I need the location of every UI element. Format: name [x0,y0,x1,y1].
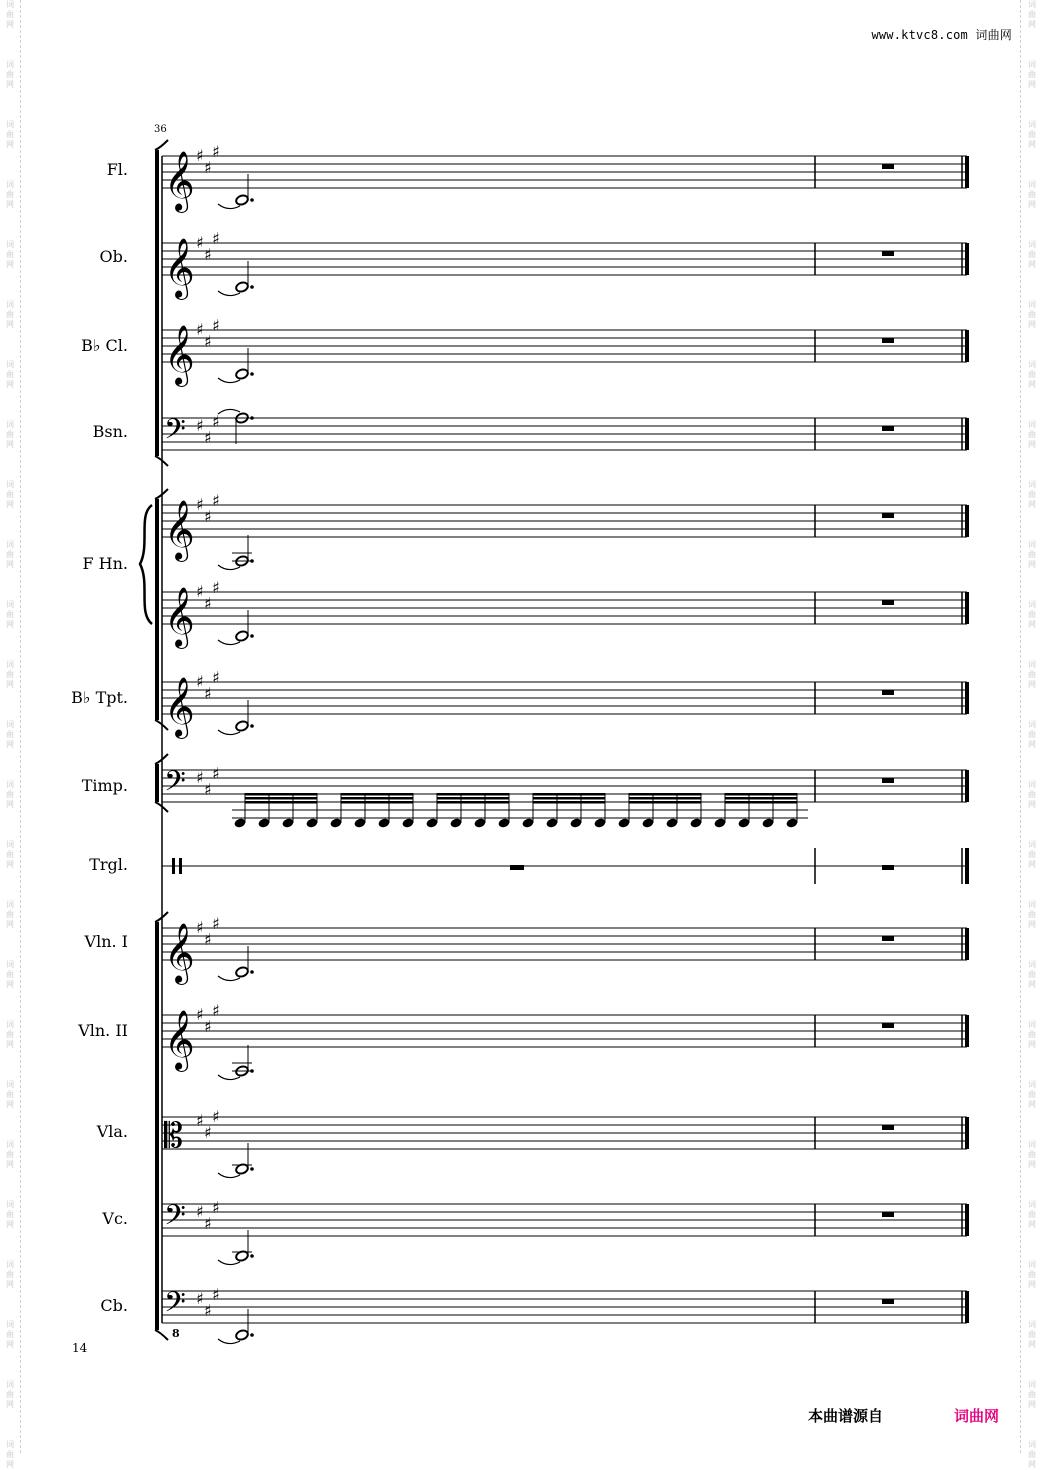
sharp-icon: ♯ [212,316,220,335]
whole-rest [882,338,894,343]
watermark-mark: 词 曲 网 [6,120,14,149]
instrument-label-violin-1: Vln. I [84,932,128,951]
watermark-mark: 词 曲 网 [1028,300,1036,329]
treble-clef-icon: 𝄞 [164,677,195,737]
whole-rest [882,426,894,431]
watermark-mark: 词 曲 网 [6,840,14,869]
sharp-icon: ♯ [212,914,220,933]
beam [341,801,413,804]
watermark-mark: 词 曲 网 [1028,180,1036,209]
treble-clef-icon: 𝄞 [164,151,195,211]
beam [725,801,797,804]
sharp-icon: ♯ [204,780,212,799]
final-barline-thick [965,1204,969,1236]
sharp-icon: ♯ [204,594,212,613]
watermark-mark: 词 曲 网 [6,900,14,929]
final-barline-thick [965,770,969,802]
sharp-icon: ♯ [212,1285,220,1304]
watermark-mark: 词 曲 网 [6,600,14,629]
watermark-mark: 词 曲 网 [6,60,14,89]
sharp-icon: ♯ [196,918,204,937]
watermark-mark: 词 曲 网 [6,300,14,329]
augmentation-dot [250,1254,254,1258]
bass-clef-icon: 𝄢 [164,413,186,453]
watermark-mark: 词 曲 网 [1028,120,1036,149]
watermark-mark: 词 曲 网 [6,720,14,749]
watermark-mark: 词 曲 网 [6,1200,14,1229]
sharp-icon: ♯ [196,320,204,339]
group-bracket [155,150,159,456]
watermark-mark: 词 曲 网 [6,480,14,509]
beam [245,797,317,800]
treble-clef-icon: 𝄞 [164,587,195,647]
augmentation-dot [250,416,254,420]
tie-arc [218,378,240,383]
sharp-icon: ♯ [204,1301,212,1320]
sharp-icon: ♯ [212,578,220,597]
sharp-icon: ♯ [196,1289,204,1308]
half-note-head [235,630,249,642]
watermark-mark: 词 曲 网 [6,1080,14,1109]
treble-clef-icon: 𝄞 [164,1010,195,1070]
group-bracket [155,922,159,1330]
watermark-mark: 词 曲 网 [1028,600,1036,629]
bass-clef-icon: 𝄢 [164,765,186,805]
watermark-mark: 词 曲 网 [6,660,14,689]
half-note-head [235,720,249,732]
sharp-icon: ♯ [196,582,204,601]
whole-rest [882,600,894,605]
treble-clef-icon: 𝄞 [164,923,195,983]
watermark-mark: 词 曲 网 [6,1020,14,1049]
augmentation-dot [250,559,254,563]
tie-arc [218,565,240,570]
page-number: 14 [72,1341,88,1355]
bracket-hook [155,1330,168,1340]
watermark-mark: 词 曲 网 [1028,540,1036,569]
whole-rest [882,778,894,783]
watermark-mark: 词 曲 网 [1028,1320,1036,1349]
whole-rest [882,513,894,518]
sharp-icon: ♯ [212,668,220,687]
sharp-icon: ♯ [196,672,204,691]
half-note-head [235,1329,249,1341]
beam [725,797,797,800]
final-barline-thick [965,682,969,714]
sharp-icon: ♯ [212,1001,220,1020]
beam [533,793,605,796]
sharp-icon: ♯ [196,1005,204,1024]
tie-arc [218,291,240,296]
sharp-icon: ♯ [196,1202,204,1221]
sharp-icon: ♯ [204,1214,212,1233]
tie-arc [218,1075,240,1080]
watermark-mark: 词 曲 网 [6,1260,14,1289]
beam [629,797,701,800]
sharp-icon: ♯ [212,1198,220,1217]
tie-arc [218,1173,240,1178]
final-barline-thick [965,848,969,884]
watermark-mark: 词 曲 网 [1028,1200,1036,1229]
sharp-icon: ♯ [196,233,204,252]
whole-rest [882,865,894,870]
augmentation-dot [250,1167,254,1171]
percussion-clef [179,858,182,874]
sharp-icon: ♯ [196,416,204,435]
beam [245,801,317,804]
watermark-mark: 词 曲 网 [6,780,14,809]
beam [341,793,413,796]
final-barline-thick [965,330,969,362]
group-bracket [155,499,159,720]
sharp-icon: ♯ [204,428,212,447]
octave-mark: 8 [172,1327,180,1340]
final-barline-thick [965,592,969,624]
half-note-head [235,368,249,380]
watermark-mark: 词 曲 网 [1028,1080,1036,1109]
instrument-label-contrabass: Cb. [100,1296,128,1315]
watermark-mark: 词 曲 网 [1028,720,1036,749]
watermark-mark: 词 曲 网 [6,1320,14,1349]
watermark-mark: 词 曲 网 [1028,900,1036,929]
tie-arc [218,204,240,209]
watermark-mark: 词 曲 网 [1028,60,1036,89]
watermark-mark: 词 曲 网 [6,960,14,989]
sharp-icon: ♯ [204,1017,212,1036]
beam [629,793,701,796]
instrument-label-clarinet: B♭ Cl. [81,336,128,355]
instrument-label-triangle: Trgl. [89,855,128,874]
measure-number: 36 [154,124,167,135]
final-barline-thick [965,418,969,450]
watermark-mark: 词 曲 网 [6,1380,14,1409]
sharp-icon: ♯ [196,768,204,787]
final-barline-thick [965,243,969,275]
alto-clef-icon: 𝄡 [164,1116,183,1156]
beam [533,797,605,800]
beam [341,797,413,800]
final-barline-thick [965,156,969,188]
footer-site-name[interactable]: 词曲网 [954,1407,1000,1425]
watermark-mark: 词 曲 网 [1028,1380,1036,1409]
instrument-label-cello: Vc. [102,1209,128,1228]
augmentation-dot [250,198,254,202]
beam [629,801,701,804]
tie-arc [218,1339,240,1344]
beam [437,797,509,800]
watermark-mark: 词 曲 网 [1028,480,1036,509]
watermark-mark: 词 曲 网 [1028,960,1036,989]
sharp-icon: ♯ [212,229,220,248]
whole-rest [882,251,894,256]
final-barline-thick [965,505,969,537]
sharp-icon: ♯ [204,507,212,526]
watermark-mark: 词 曲 网 [1028,240,1036,269]
half-note-head [235,281,249,293]
sharp-icon: ♯ [204,245,212,264]
beam [533,801,605,804]
sharp-icon: ♯ [196,1111,204,1130]
instrument-label-flute: Fl. [106,160,128,179]
multi-measure-rest [510,865,524,870]
tie-arc [218,409,240,414]
sharp-icon: ♯ [212,491,220,510]
group-bracket [155,764,159,802]
beam [245,793,317,796]
horn-brace [140,505,152,624]
sharp-icon: ♯ [212,1107,220,1126]
site-header[interactable]: www.ktvc8.com 词曲网 [871,28,1012,42]
footer-source-label: 本曲谱源自 [808,1407,884,1425]
sharp-icon: ♯ [196,146,204,165]
sharp-icon: ♯ [212,412,220,431]
watermark-mark: 词 曲 网 [6,360,14,389]
augmentation-dot [250,634,254,638]
bracket-hook [155,140,168,150]
watermark-mark: 词 曲 网 [1028,0,1036,29]
treble-clef-icon: 𝄞 [164,500,195,560]
sharp-icon: ♯ [204,684,212,703]
instrument-label-bassoon: Bsn. [92,422,128,441]
watermark-mark: 词 曲 网 [6,0,14,29]
treble-clef-icon: 𝄞 [164,325,195,385]
watermark-mark: 词 曲 网 [6,1440,14,1469]
half-note-head [235,194,249,206]
watermark-mark: 词 曲 网 [6,420,14,449]
whole-rest [882,1212,894,1217]
instrument-label-oboe: Ob. [99,247,128,266]
watermark-mark: 词 曲 网 [6,180,14,209]
whole-rest [882,936,894,941]
whole-rest [882,690,894,695]
watermark-mark: 词 曲 网 [1028,840,1036,869]
bass-clef-icon: 𝄢 [164,1286,186,1326]
watermark-mark: 词 曲 网 [1028,1440,1036,1469]
watermark-mark: 词 曲 网 [6,240,14,269]
augmentation-dot [250,285,254,289]
instrument-label-violin-2: Vln. II [78,1021,128,1040]
percussion-clef [172,858,175,874]
tie-arc [218,730,240,735]
instrument-label-horn: F Hn. [82,554,128,573]
final-barline-thick [965,1291,969,1323]
instrument-label-trumpet: B♭ Tpt. [71,688,128,707]
watermark-mark: 词 曲 网 [1028,1260,1036,1289]
watermark-mark: 词 曲 网 [1028,420,1036,449]
watermark-mark: 词 曲 网 [1028,360,1036,389]
tie-arc [218,976,240,981]
augmentation-dot [250,724,254,728]
sharp-icon: ♯ [204,930,212,949]
final-barline-thick [965,1015,969,1047]
whole-rest [882,1023,894,1028]
watermark-mark: 词 曲 网 [1028,1140,1036,1169]
sharp-icon: ♯ [212,142,220,161]
sharp-icon: ♯ [196,495,204,514]
tie-arc [218,640,240,645]
bass-clef-icon: 𝄢 [164,1199,186,1239]
augmentation-dot [250,1333,254,1337]
beam [437,801,509,804]
instrument-label-viola: Vla. [96,1122,128,1141]
whole-rest [882,1125,894,1130]
instrument-label-timpani: Timp. [81,776,128,795]
beam [725,793,797,796]
watermark-mark: 词 曲 网 [6,540,14,569]
treble-clef-icon: 𝄞 [164,238,195,298]
watermark-mark: 词 曲 网 [1028,1020,1036,1049]
augmentation-dot [250,1069,254,1073]
whole-rest [882,164,894,169]
whole-rest [882,1299,894,1304]
sharp-icon: ♯ [204,158,212,177]
augmentation-dot [250,372,254,376]
tie-arc [218,1260,240,1265]
beam [437,793,509,796]
augmentation-dot [250,970,254,974]
watermark-mark: 词 曲 网 [1028,780,1036,809]
sharp-icon: ♯ [204,332,212,351]
half-note-head [235,966,249,978]
sharp-icon: ♯ [212,764,220,783]
sharp-icon: ♯ [204,1123,212,1142]
final-barline-thick [965,1117,969,1149]
final-barline-thick [965,928,969,960]
watermark-mark: 词 曲 网 [6,1140,14,1169]
watermark-mark: 词 曲 网 [1028,660,1036,689]
